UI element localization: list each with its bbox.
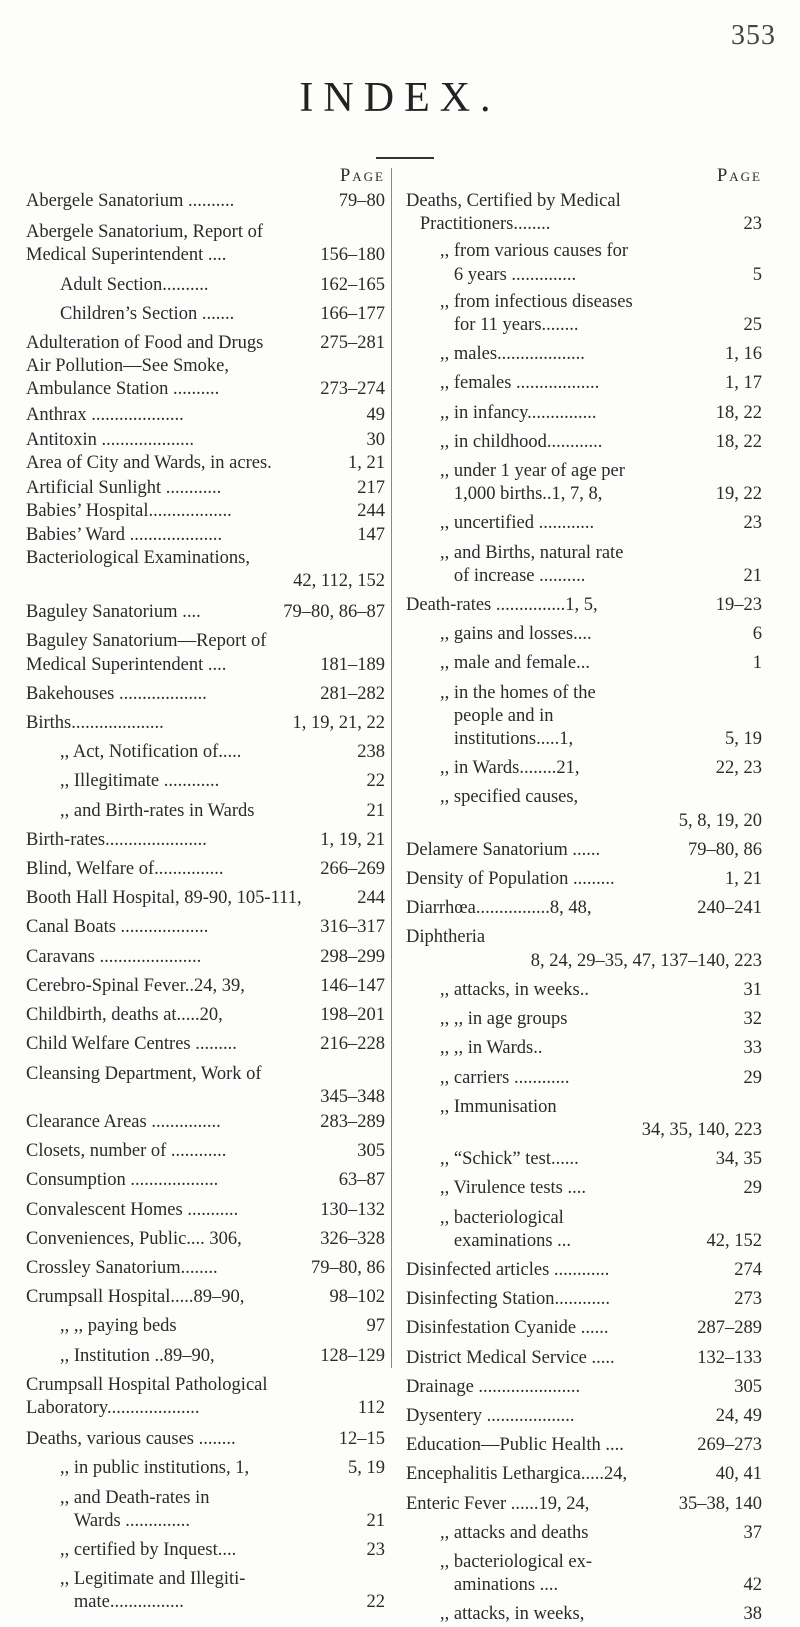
index-entry [406,512,774,535]
entry-term: Adult Section.......... [60,274,209,295]
index-entry [26,712,385,735]
index-entry [26,1457,385,1480]
entry-pages: 287–289 [697,1318,762,1339]
index-entry [406,1551,774,1597]
index-entry [406,1522,774,1545]
entry-term: Baguley Sanatorium .... [26,602,201,623]
entry-pages: 128–129 [320,1345,385,1366]
index-entry [26,190,385,213]
entry-pages: 42, 112, 152 [293,571,385,592]
entry-pages: 33 [743,1038,762,1059]
entry-pages: 273–274 [320,379,385,400]
entry-pages: 42 [743,1575,762,1596]
index-entry [26,429,385,452]
entry-term: Adulteration of Food and Drugs [26,333,264,354]
entry-pages: 283–289 [320,1111,385,1132]
entry-term: Encephalitis Lethargica.....24, [406,1464,628,1485]
entry-term: Baguley Sanatorium—Report of Medical Superintendent .... [26,631,267,675]
index-entry [26,1228,385,1251]
index-entry [406,1288,774,1311]
entry-pages: 21 [366,1510,385,1531]
index-entry [26,1374,385,1420]
right-page-header: Page [716,166,762,186]
index-entry [26,800,385,823]
entry-pages: 38 [743,1604,762,1625]
index-entry [406,979,774,1002]
entry-pages: 266–269 [320,859,385,880]
entry-pages: 181–189 [320,654,385,675]
index-entry [26,1063,385,1109]
title-rule [376,157,434,159]
entry-pages: 18, 22 [715,402,762,423]
entry-term: Abergele Sanatorium .......... [26,191,235,211]
index-entry [406,1177,774,1200]
entry-term: ,, certified by Inquest.... [60,1539,237,1560]
entry-pages: 132–133 [697,1347,762,1368]
index-entry [406,1603,774,1626]
index-entry [26,477,385,500]
index-entry [406,460,774,506]
index-entry [406,868,774,891]
entry-term: ,, ,, paying beds [60,1316,177,1337]
entry-pages: 21 [366,800,385,821]
entry-pages: 240–241 [697,898,762,919]
index-entry [406,1463,774,1486]
entry-term: Crumpsall Hospital.....89–90, [26,1287,245,1308]
entry-term: Crossley Sanatorium........ [26,1257,218,1278]
entry-pages: 25 [743,315,762,336]
entry-pages: 156–180 [320,245,385,266]
entry-pages: 29 [743,1067,762,1088]
entry-term: ,, from infectious diseases for 11 years........ [440,291,633,336]
entry-pages: 273 [734,1289,762,1310]
entry-pages: 31 [743,979,762,1000]
index-entry [406,757,774,780]
entry-term: Diphtheria [406,927,486,948]
index-entry [26,274,385,297]
index-entry [26,404,385,427]
index-entry [26,1111,385,1134]
entry-term: ,, males................... [440,344,585,365]
entry-term: ,, in public institutions, 1, [60,1458,250,1479]
entry-pages: 22 [366,771,385,792]
entry-term: Density of Population ......... [406,869,615,890]
entry-term: Deaths, Certified by Medical Practitioners........ [406,191,621,235]
entry-pages: 97 [366,1316,385,1337]
entry-pages: 35–38, 140 [678,1493,762,1514]
entry-pages: 216–228 [320,1034,385,1055]
entry-term: Childbirth, deaths at.....20, [26,1005,223,1026]
index-entry [406,594,774,617]
index-entry [26,741,385,764]
entry-pages: 1, 17 [725,373,762,394]
entry-term: ,, Institution ..89–90, [60,1345,215,1366]
index-entry [26,452,385,475]
entry-term: ,, carriers ............ [440,1067,570,1088]
index-entry [26,1140,385,1163]
index-entry [26,858,385,881]
entry-term: Canal Boats ................... [26,917,209,938]
entry-term: Deaths, various causes ........ [26,1429,236,1450]
index-entry [26,221,385,267]
entry-term: ,, bacteriological examinations ... [440,1207,572,1251]
entry-pages: 34, 35 [715,1149,762,1170]
index-entry [26,1286,385,1309]
entry-term: Diarrhœa................8, 48, [406,898,592,919]
page-number: 353 [731,20,776,51]
entry-term: Death-rates ...............1, 5, [406,595,598,616]
entry-pages: 79–80, 86–87 [283,602,385,623]
entry-term: Disinfestation Cyanide ...... [406,1318,609,1339]
entry-term: ,, in infancy............... [440,402,597,423]
entry-term: ,, and Death-rates in Wards .............. [60,1487,210,1531]
index-entry [406,897,774,920]
index-entry [406,1207,774,1253]
index-entry [406,839,774,862]
entry-term: ,, male and female... [440,653,590,674]
entry-term: Birth-rates...................... [26,829,207,850]
entry-pages: 22 [366,1592,385,1613]
index-entry [406,1008,774,1031]
index-entry [406,1347,774,1370]
index-entry [26,630,385,676]
index-entry [26,887,385,910]
entry-term: Births.................... [26,713,164,734]
index-entry [26,916,385,939]
entry-pages: 23 [743,513,762,534]
entry-pages: 217 [357,478,385,499]
entry-pages: 5, 19 [725,729,762,750]
entry-pages: 42, 152 [706,1230,762,1251]
entry-term: ,, specified causes, [440,787,579,808]
entry-term: ,, in Wards........21, [440,758,580,779]
entry-term: Babies’ Hospital.................. [26,501,232,522]
entry-term: ,, bacteriological ex- aminations .... [440,1551,593,1596]
entry-pages: 269–273 [697,1435,762,1456]
entry-term: ,, Act, Notification of..... [60,742,242,763]
entry-pages: 18, 22 [715,431,762,452]
index-entry [406,291,774,337]
index-entry [406,1096,774,1142]
index-entry [26,1004,385,1027]
entry-pages: 326–328 [320,1228,385,1249]
entry-term: Drainage ...................... [406,1376,581,1397]
entry-pages: 244 [357,888,385,909]
index-entry [26,946,385,969]
entry-term: Education—Public Health .... [406,1435,624,1456]
entry-pages: 298–299 [320,946,385,967]
entry-pages: 316–317 [320,917,385,938]
entry-term: ,, “Schick” test...... [440,1149,579,1170]
entry-pages: 79–80 [338,191,385,211]
entry-pages: 147 [357,524,385,545]
entry-term: Convalescent Homes ........... [26,1199,239,1220]
entry-pages: 162–165 [320,274,385,295]
entry-term: Bacteriological Examinations, [26,547,250,568]
entry-pages: 22, 23 [715,758,762,779]
entry-term: Consumption ................... [26,1170,219,1191]
entry-term: Babies’ Ward .................... [26,524,223,545]
entry-pages: 1, 19, 21 [320,829,385,850]
entry-term: ,, Legitimate and Illegiti- mate................ [60,1569,246,1613]
entry-term: ,, from various causes for 6 years .............. [440,241,629,285]
index-entry [26,829,385,852]
index-entry [26,1568,385,1614]
index-entry [26,1315,385,1338]
left-column [26,163,385,1615]
index-entry [26,1169,385,1192]
entry-pages: 6 [752,624,762,645]
entry-term: ,, females .................. [440,373,600,394]
entry-term: ,, gains and losses.... [440,624,592,645]
entry-pages: 8, 24, 29–35, 47, 137–140, 223 [530,950,762,971]
entry-pages: 19–23 [715,595,762,616]
entry-term: ,, Illegitimate ............ [60,771,220,792]
index-entry [406,431,774,454]
entry-term: ,, in the homes of the people and in institutions.....1, [440,682,596,750]
index-entry [26,378,385,401]
index-entry [26,1345,385,1368]
index-entry [406,542,774,588]
index-entry [406,372,774,395]
entry-pages: 37 [743,1522,762,1543]
entry-pages: 29 [743,1178,762,1199]
entry-pages: 5 [752,264,762,285]
index-entry [406,1434,774,1457]
entry-pages: 275–281 [320,333,385,354]
index-entry [406,1037,774,1060]
index-entry [406,926,774,972]
column-divider [391,168,392,1368]
index-entry [26,683,385,706]
entry-term: ,, attacks and deaths [440,1522,589,1543]
entry-term: ,, under 1 year of age per 1,000 births..1, 7, 8, [440,461,625,505]
entry-term: ,, ,, in age groups [440,1009,568,1030]
index-entry [406,682,774,752]
entry-term: Conveniences, Public.... 306, [26,1228,242,1249]
index-entry [26,332,385,355]
entry-pages: 5, 19 [348,1458,385,1479]
entry-pages: 166–177 [320,303,385,324]
entry-term: Children’s Section ....... [60,303,235,324]
index-entry [406,240,774,286]
index-entry [406,190,774,236]
entry-term: ,, attacks, in weeks.. [440,979,589,1000]
entry-pages: 21 [743,565,762,586]
entry-term: Booth Hall Hospital, 89-90, 105-111, [26,888,302,909]
entry-term: ,, in childhood............ [440,431,603,452]
entry-term: Enteric Fever ......19, 24, [406,1493,590,1514]
right-column [406,163,774,1627]
entry-term: Ambulance Station .......... [26,379,220,400]
entry-term: Closets, number of ............ [26,1141,227,1162]
entry-pages: 24, 49 [715,1405,762,1426]
entry-pages: 34, 35, 140, 223 [641,1119,762,1140]
index-entry [406,1376,774,1399]
entry-term: ,, Immunisation [440,1096,557,1117]
entry-pages: 19, 22 [715,484,762,505]
entry-term: Crumpsall Hospital Pathological Laboratory.................... [26,1374,268,1418]
entry-term: Artificial Sunlight ............ [26,478,222,499]
index-entry [406,1259,774,1282]
index-entry [406,1317,774,1340]
entry-term: Caravans ...................... [26,946,202,967]
entry-pages: 1 [752,653,762,674]
entry-term: ,, ,, in Wards.. [440,1038,543,1059]
entry-pages: 305 [734,1376,762,1397]
entry-pages: 5, 8, 19, 20 [678,810,762,831]
entry-pages: 146–147 [320,975,385,996]
entry-pages: 1, 16 [725,344,762,365]
entry-term: Dysentery ................... [406,1405,575,1426]
index-entry [406,1067,774,1090]
entry-term: Area of City and Wards, in acres. [26,453,272,474]
index-entry [26,1257,385,1280]
entry-term: Abergele Sanatorium, Report of Medical Superintendent .... [26,222,264,266]
index-entry [406,1148,774,1171]
index-title: INDEX. [299,75,501,121]
index-entry [26,1199,385,1222]
right-entry-list [406,190,774,1627]
index-entry [406,343,774,366]
entry-term: Child Welfare Centres ......... [26,1034,237,1055]
entry-pages: 79–80, 86 [688,839,762,860]
index-entry [406,402,774,425]
index-entry [26,303,385,326]
entry-term: Delamere Sanatorium ...... [406,839,601,860]
index-entry [26,770,385,793]
entry-term: District Medical Service ..... [406,1347,615,1368]
entry-term: Antitoxin .................... [26,429,195,450]
entry-term: ,, and Birth-rates in Wards [60,800,255,821]
entry-pages: 63–87 [338,1170,385,1191]
entry-term: Bakehouses ................... [26,683,207,704]
index-entry [406,786,774,832]
entry-pages: 32 [743,1009,762,1030]
entry-pages: 49 [366,404,385,425]
entry-pages: 12–15 [338,1429,385,1450]
entry-pages: 112 [357,1397,385,1418]
entry-term: Disinfecting Station............ [406,1289,610,1310]
left-page-header: Page [339,166,385,186]
entry-pages: 23 [366,1539,385,1560]
index-entry [26,1428,385,1451]
index-entry [26,975,385,998]
entry-pages: 79–80, 86 [311,1257,385,1278]
entry-term: ,, and Births, natural rate of increase .......... [440,542,624,586]
index-entry [406,623,774,646]
index-entry [26,1033,385,1056]
entry-term: Cerebro-Spinal Fever..24, 39, [26,975,245,996]
entry-term: Air Pollution—See Smoke, [26,356,229,377]
entry-pages: 345–348 [320,1086,385,1107]
index-entry [26,524,385,547]
index-entry [26,601,385,624]
entry-pages: 30 [366,429,385,450]
entry-term: Cleansing Department, Work of [26,1063,262,1084]
entry-pages: 238 [357,742,385,763]
entry-term: ,, uncertified ............ [440,513,595,534]
entry-pages: 274 [734,1259,762,1280]
entry-term: Clearance Areas ............... [26,1111,221,1132]
index-entry [26,1539,385,1562]
index-entry [406,1405,774,1428]
entry-pages: 305 [357,1141,385,1162]
entry-term: Anthrax .................... [26,404,184,425]
index-entry [406,652,774,675]
entry-pages: 23 [743,214,762,235]
index-entry [26,500,385,523]
entry-pages: 98–102 [329,1287,385,1308]
entry-pages: 281–282 [320,683,385,704]
entry-pages: 1, 21 [725,869,762,890]
entry-pages: 1, 19, 21, 22 [292,713,385,734]
entry-term: Blind, Welfare of............... [26,859,224,880]
entry-pages: 1, 21 [348,453,385,474]
entry-pages: 198–201 [320,1005,385,1026]
index-entry [26,547,385,593]
entry-pages: 40, 41 [715,1464,762,1485]
entry-term: Disinfected articles ............ [406,1259,610,1280]
entry-pages: 244 [357,501,385,522]
entry-term: ,, Virulence tests .... [440,1178,587,1199]
left-entry-list [26,190,385,1615]
index-entry [406,1493,774,1516]
index-entry [26,1487,385,1533]
index-entry [26,355,385,378]
entry-pages: 130–132 [320,1199,385,1220]
entry-term: ,, attacks, in weeks, [440,1604,585,1625]
